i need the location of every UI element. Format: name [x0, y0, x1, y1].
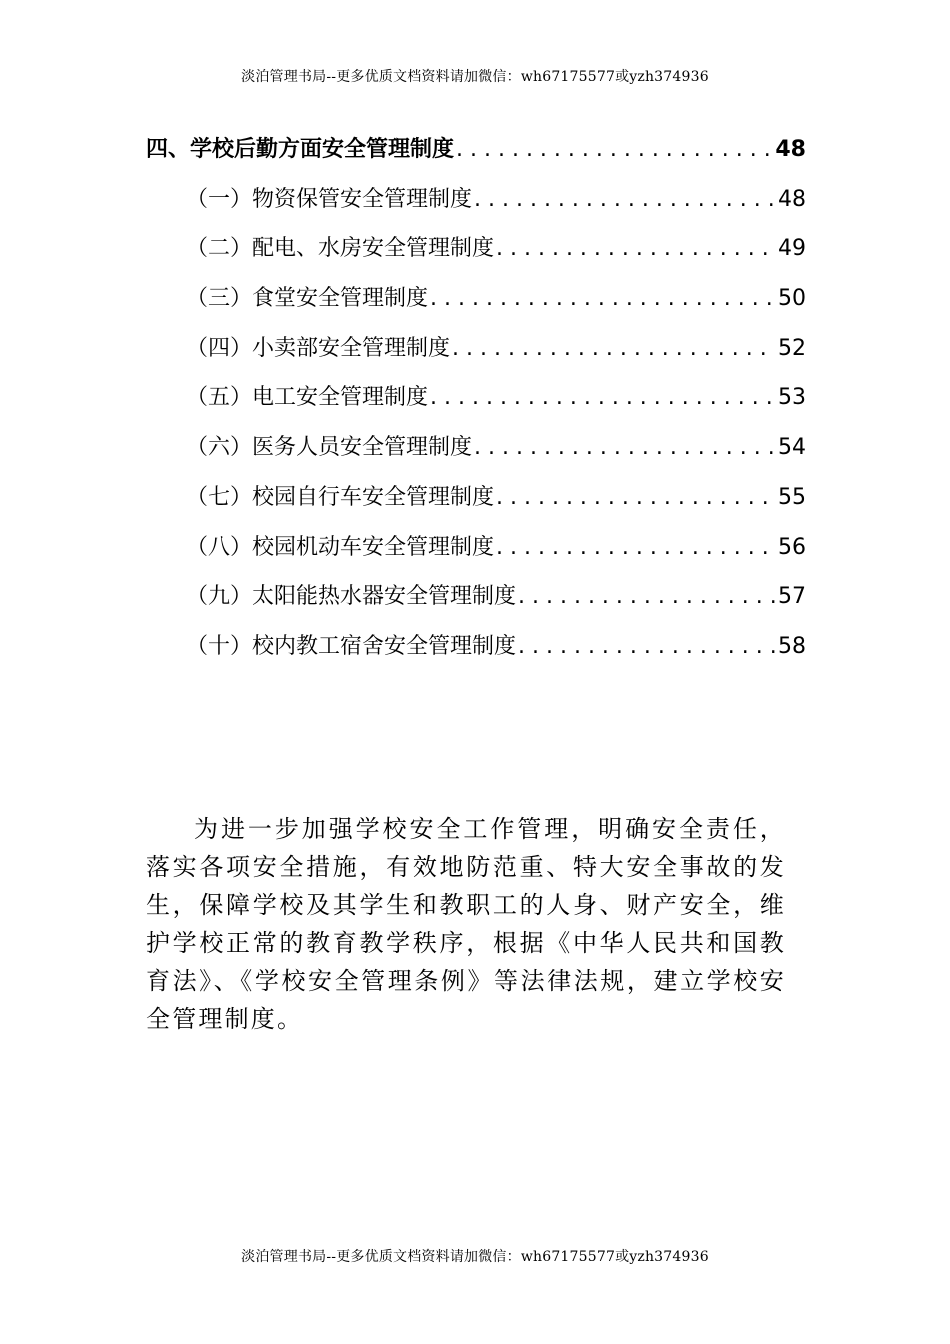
toc-entry-4[interactable] — [146, 329, 806, 379]
toc-dot-leader — [496, 528, 776, 568]
toc-entry-page: 50 — [778, 286, 806, 312]
toc-entry-label: （六）医务人员安全管理制度 — [186, 435, 473, 461]
toc-entry-6[interactable] — [146, 428, 806, 478]
toc-entry-label: （五）电工安全管理制度 — [186, 385, 429, 411]
toc-entry-7[interactable] — [146, 478, 806, 528]
toc-entry-1[interactable] — [146, 180, 806, 230]
toc-entry-page: 55 — [778, 484, 806, 510]
toc-entry-2[interactable] — [146, 229, 806, 279]
toc-dot-leader — [496, 229, 776, 269]
toc-dot-leader — [474, 180, 776, 220]
toc-entry-page: 53 — [778, 385, 806, 411]
toc-entry-label: （三）食堂安全管理制度 — [186, 286, 429, 312]
toc-entry-8[interactable] — [146, 528, 806, 578]
toc-dot-leader — [430, 279, 776, 319]
toc-entry-9[interactable] — [146, 577, 806, 627]
toc-dot-leader — [496, 478, 776, 518]
toc-entry-3[interactable] — [146, 279, 806, 329]
toc-entry-page: 49 — [778, 236, 806, 262]
toc-entry-page: 54 — [778, 435, 806, 461]
toc-entry-label: （四）小卖部安全管理制度 — [186, 335, 451, 361]
toc-dot-leader — [456, 130, 773, 170]
toc-entry-page: 52 — [778, 335, 806, 361]
toc-entry-label: （十）校内教工宿舍安全管理制度 — [186, 633, 517, 659]
table-of-contents — [146, 130, 806, 677]
toc-entry-10[interactable] — [146, 627, 806, 677]
toc-entry-label: 四、学校后勤方面安全管理制度 — [146, 137, 455, 162]
toc-entry-page: 56 — [778, 534, 806, 560]
toc-entry-page: 58 — [778, 633, 806, 659]
toc-dot-leader — [518, 627, 776, 667]
toc-entry-section-4[interactable] — [146, 130, 806, 180]
toc-entry-page: 57 — [778, 584, 806, 610]
toc-entry-label: （八）校园机动车安全管理制度 — [186, 534, 495, 560]
toc-entry-label: （七）校园自行车安全管理制度 — [186, 484, 495, 510]
page-footer-note: 淡泊管理书局--更多优质文档资料请加微信：wh67175577或yzh374936 — [241, 1249, 709, 1265]
toc-dot-leader — [430, 378, 776, 418]
toc-entry-label: （九）太阳能热水器安全管理制度 — [186, 584, 517, 610]
toc-dot-leader — [518, 577, 776, 617]
toc-dot-leader — [474, 428, 776, 468]
toc-dot-leader — [452, 329, 776, 369]
toc-entry-label: （一）物资保管安全管理制度 — [186, 186, 473, 212]
page-header-note: 淡泊管理书局--更多优质文档资料请加微信：wh67175577或yzh374936 — [241, 69, 709, 85]
toc-entry-page: 48 — [778, 186, 806, 212]
toc-entry-page: 48 — [775, 137, 806, 162]
toc-entry-5[interactable] — [146, 378, 806, 428]
toc-entry-label: （二）配电、水房安全管理制度 — [186, 236, 495, 262]
intro-paragraph: 为进一步加强学校安全工作管理，明确安全责任，落实各项安全措施，有效地防范重、特大安全事故的发生，保障学校及其学生和教职工的人身、财产安全，维护学校正常的教育教学秩序，根据《中华人民共和国教育法》、《学校安全管理条例》等法律法规，建立学校安全管理制度。 — [146, 815, 786, 1033]
